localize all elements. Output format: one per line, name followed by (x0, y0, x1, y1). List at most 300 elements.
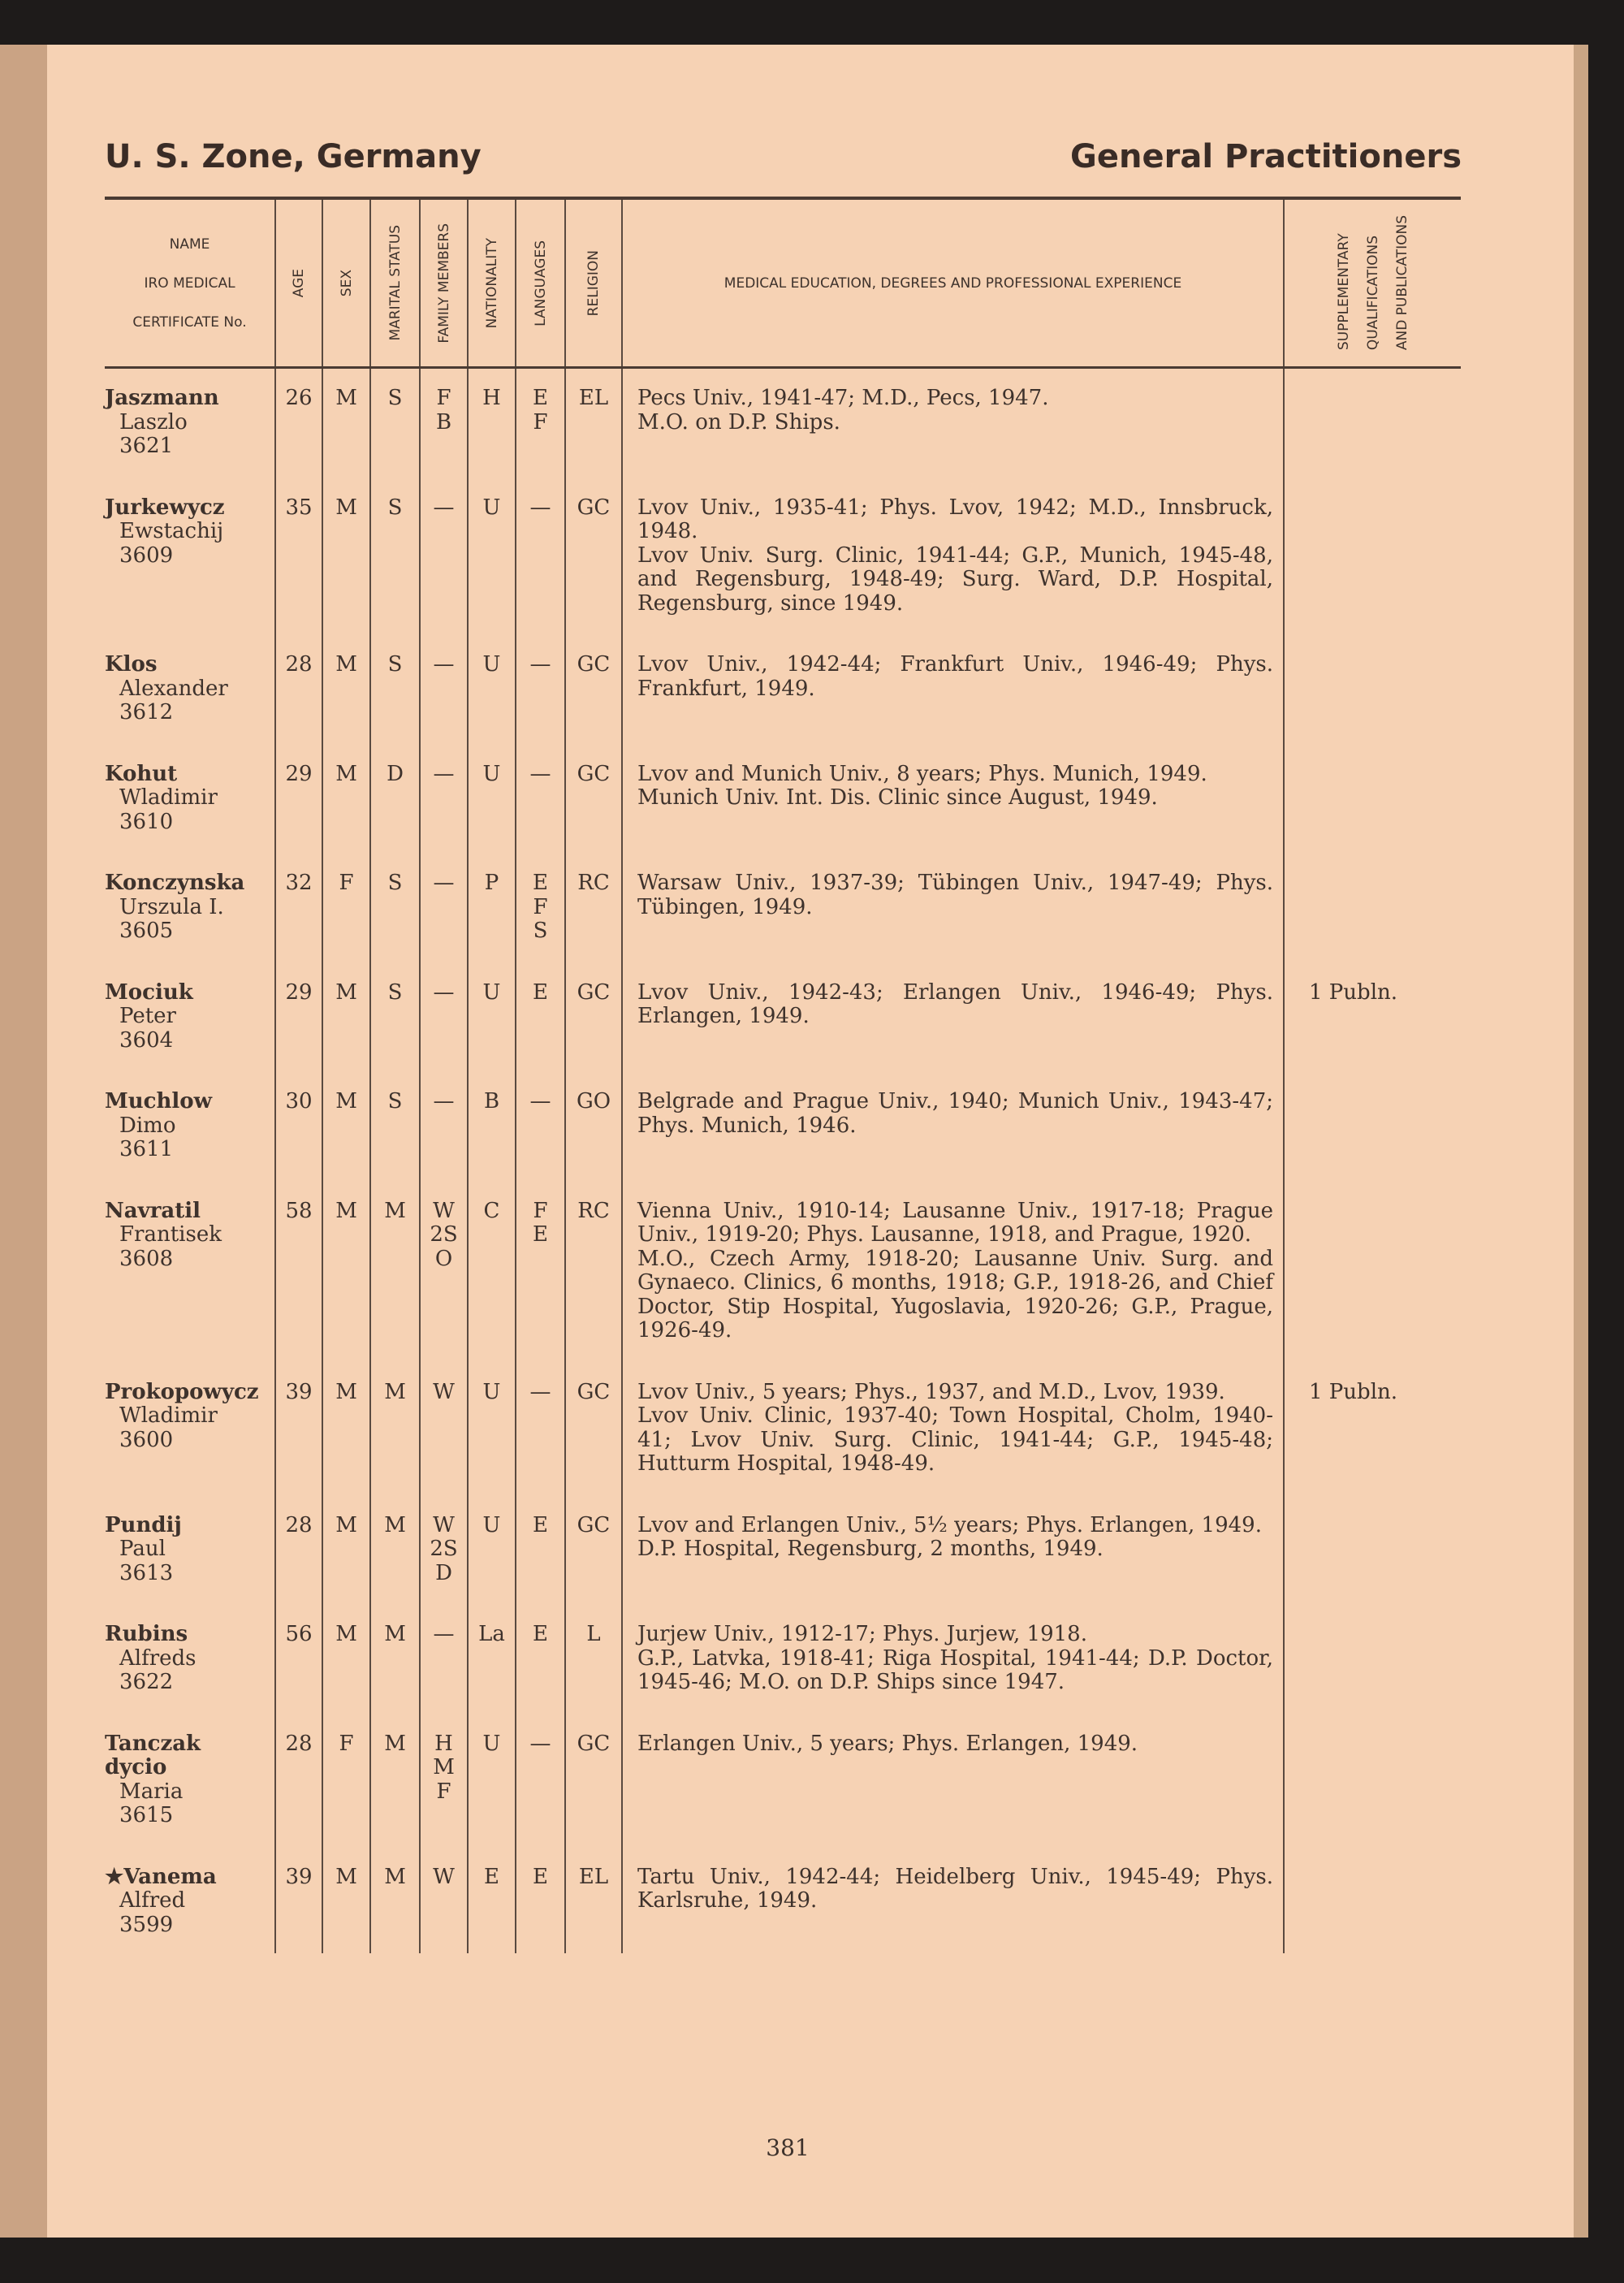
name-cell (105, 1366, 276, 1499)
sex-value: M (335, 1622, 357, 1646)
languages-value: E (533, 979, 548, 1005)
age-cell (276, 1718, 323, 1851)
religion-cell (566, 1366, 623, 1499)
education-cell (623, 966, 1285, 1076)
age-value: 56 (285, 1622, 313, 1646)
languages-value: F E (533, 1198, 548, 1247)
certificate-number: 3605 (119, 919, 174, 943)
surname: Prokopowycz (105, 1379, 259, 1404)
marital-cell (371, 1718, 421, 1851)
languages-cell (516, 638, 566, 748)
sex-value: M (335, 1864, 357, 1889)
sex-value: M (335, 495, 357, 520)
sex-value: F (339, 1731, 354, 1756)
col-age-label: AGE (291, 268, 307, 298)
nationality-value: H (482, 386, 501, 410)
education-entry: M.O. on D.P. Ships. (637, 409, 840, 435)
languages-cell (516, 1499, 566, 1609)
languages-cell (516, 1608, 566, 1718)
family-value: F B (435, 386, 452, 435)
languages-value: — (529, 1089, 551, 1113)
family-value: — (433, 652, 455, 677)
nationality-cell (469, 482, 516, 639)
given-name: Alexander (119, 676, 228, 701)
education-entry: Lvov and Munich Univ., 8 years; Phys. Munich, 1949. (637, 761, 1207, 786)
nationality-value: U (482, 979, 501, 1005)
family-cell (421, 1851, 469, 1954)
family-cell (421, 482, 469, 639)
col-marital-label: MARITAL STATUS (387, 225, 404, 341)
languages-value: — (529, 1731, 551, 1756)
nationality-value: B (483, 1089, 500, 1113)
sex-cell (323, 1185, 371, 1366)
sex-value: M (335, 979, 357, 1005)
education-entry: Warsaw Univ., 1937-39; Tübingen Univ., 1947-49; Phys. Tübingen, 1949. (637, 871, 1273, 919)
name-cell (105, 1608, 276, 1718)
age-cell (276, 1851, 323, 1954)
supp-line: AND PUBLICATIONS (1393, 215, 1410, 351)
col-family (421, 200, 469, 366)
sex-value: M (335, 1089, 357, 1113)
religion-value: GC (577, 979, 611, 1005)
marital-cell (371, 1075, 421, 1185)
family-cell (421, 638, 469, 748)
nationality-cell (469, 748, 516, 858)
languages-cell (516, 1851, 566, 1954)
sex-value: M (335, 652, 357, 677)
education-cell (623, 482, 1285, 639)
marital-value: S (387, 871, 403, 895)
given-name: Wladimir (119, 1403, 218, 1428)
age-cell (276, 1499, 323, 1609)
age-value: 29 (285, 761, 313, 786)
religion-value: GO (576, 1089, 611, 1113)
nationality-cell (469, 966, 516, 1076)
supp-line: SUPPLEMENTARY (1335, 233, 1352, 351)
age-cell (276, 1366, 323, 1499)
marital-cell (371, 966, 421, 1076)
given-name: Frantisek (119, 1222, 222, 1247)
education-cell (623, 1366, 1285, 1499)
religion-cell (566, 638, 623, 748)
education-entry: Tartu Univ., 1942-44; Heidelberg Univ., 1945-49; Phys. Karlsruhe, 1949. (637, 1864, 1273, 1913)
religion-value: GC (577, 1379, 611, 1404)
age-value: 30 (285, 1089, 313, 1113)
supplementary-value: 1 Publn. (1309, 1379, 1398, 1404)
table-body (105, 369, 1461, 1953)
languages-cell (516, 857, 566, 966)
name-cell (105, 369, 276, 482)
age-value: 29 (285, 979, 313, 1005)
age-value: 28 (285, 1512, 313, 1537)
marital-value: M (384, 1379, 406, 1404)
age-value: 35 (285, 495, 313, 520)
languages-value: — (529, 652, 551, 677)
education-entry: D.P. Hospital, Regensburg, 2 months, 1949. (637, 1537, 1104, 1561)
col-religion (566, 200, 623, 366)
marital-value: D (387, 761, 404, 786)
sex-cell (323, 369, 371, 482)
religion-cell (566, 1499, 623, 1609)
languages-cell (516, 369, 566, 482)
religion-cell (566, 1075, 623, 1185)
languages-cell (516, 482, 566, 639)
religion-cell (566, 1608, 623, 1718)
education-entry: Lvov Univ., 5 years; Phys., 1937, and M.D., Lvov, 1939. (637, 1379, 1225, 1404)
languages-value: — (529, 1379, 551, 1404)
marital-cell (371, 638, 421, 748)
surname: Mociuk (105, 979, 193, 1005)
age-cell (276, 638, 323, 748)
surname: Konczynska (105, 871, 245, 895)
family-value: W 2S O (430, 1198, 458, 1271)
age-cell (276, 1608, 323, 1718)
name-cell (105, 1499, 276, 1609)
name-cell (105, 966, 276, 1076)
family-cell (421, 1185, 469, 1366)
family-value: — (433, 1622, 455, 1646)
education-entry: Munich Univ. Int. Dis. Clinic since August, 1949. (637, 785, 1158, 810)
marital-cell (371, 1366, 421, 1499)
languages-value: — (529, 495, 551, 520)
sex-cell (323, 1366, 371, 1499)
religion-value: RC (577, 871, 610, 895)
col-nationality (469, 200, 516, 366)
marital-value: S (387, 495, 403, 520)
marital-value: M (384, 1864, 406, 1889)
surname: Kohut (105, 761, 178, 786)
age-value: 58 (285, 1198, 313, 1223)
education-entry: Pecs Univ., 1941-47; M.D., Pecs, 1947. (637, 386, 1049, 410)
education-entry: Vienna Univ., 1910-14; Lausanne Univ., 1917-18; Prague Univ., 1919-20; Phys. Lausanne, 1918, and Prague, 1920. (637, 1198, 1273, 1247)
marital-value: S (387, 386, 403, 410)
education-entry: M.O., Czech Army, 1918-20; Lausanne Univ. Surg. and Gynaeco. Clinics, 6 months, 1918; G.P., 1918-26, and Chief Doctor, Stip Hospital, Yugoslavia, 1920-26; G.P., Prague, 1926-49. (637, 1246, 1273, 1343)
supplementary-cell (1285, 1499, 1461, 1609)
sex-value: M (335, 761, 357, 786)
marital-cell (371, 1608, 421, 1718)
nationality-cell (469, 1851, 516, 1954)
certificate-number: 3621 (119, 434, 174, 458)
nationality-value: U (482, 495, 501, 520)
supplementary-cell (1285, 1851, 1461, 1954)
certificate-number: 3615 (119, 1803, 174, 1827)
nationality-cell (469, 1499, 516, 1609)
surname: Muchlow (105, 1089, 213, 1113)
age-value: 32 (285, 871, 313, 895)
certificate-number: 3608 (119, 1246, 174, 1271)
religion-cell (566, 748, 623, 858)
supplementary-cell (1285, 1718, 1461, 1851)
certificate-number: 3611 (119, 1137, 174, 1161)
supplementary-cell (1285, 1075, 1461, 1185)
certificate-number: 3599 (119, 1912, 174, 1937)
marital-cell (371, 748, 421, 858)
col-supplementary-label (1329, 215, 1417, 350)
education-entry: Lvov Univ. Surg. Clinic, 1941-44; G.P., Munich, 1945-48, and Regensburg, 1948-49; Surg. Ward, D.P. Hospital, Regensburg, since 1949. (637, 543, 1273, 616)
age-cell (276, 966, 323, 1076)
given-name: Ewstachij (119, 519, 224, 543)
supplementary-cell (1285, 748, 1461, 858)
col-languages (516, 200, 566, 366)
religion-value: RC (577, 1198, 610, 1223)
age-value: 39 (285, 1864, 313, 1889)
given-name: Dimo (119, 1113, 176, 1138)
col-sex-label: SEX (338, 269, 355, 297)
religion-value: EL (578, 1864, 609, 1889)
nationality-value: C (483, 1198, 500, 1223)
age-cell (276, 857, 323, 966)
education-entry: Lvov Univ., 1942-43; Erlangen Univ., 1946-49; Phys. Erlangen, 1949. (637, 979, 1273, 1028)
col-name-line: IRO MEDICAL (144, 275, 235, 292)
supplementary-cell (1285, 1185, 1461, 1366)
sex-value: M (335, 1198, 357, 1223)
sex-cell (323, 1718, 371, 1851)
practitioners-table (105, 197, 1461, 1953)
sex-cell (323, 1851, 371, 1954)
marital-value: S (387, 1089, 403, 1113)
education-cell (623, 1075, 1285, 1185)
family-value: W (433, 1864, 455, 1889)
supplementary-cell (1285, 857, 1461, 966)
surname: Pundij (105, 1512, 182, 1537)
age-cell (276, 482, 323, 639)
languages-cell (516, 966, 566, 1076)
col-family-label: FAMILY MEMBERS (435, 223, 452, 344)
name-cell (105, 638, 276, 748)
religion-cell (566, 1851, 623, 1954)
sex-cell (323, 857, 371, 966)
education-cell (623, 1499, 1285, 1609)
languages-value: E (533, 1864, 548, 1889)
marital-cell (371, 369, 421, 482)
family-value: W (433, 1379, 455, 1404)
nationality-cell (469, 1718, 516, 1851)
col-education-label: MEDICAL EDUCATION, DEGREES AND PROFESSIONAL EXPERIENCE (723, 275, 1182, 292)
nationality-value: P (484, 871, 499, 895)
education-entry: Lvov Univ. Clinic, 1937-40; Town Hospital, Cholm, 1940-41; Lvov Univ. Surg. Clinic, 1941-44; G.P., 1945-48; Hutturm Hospital, 1948-49. (637, 1403, 1273, 1476)
name-cell (105, 482, 276, 639)
languages-cell (516, 1366, 566, 1499)
age-value: 28 (285, 652, 313, 677)
age-cell (276, 748, 323, 858)
certificate-number: 3613 (119, 1560, 174, 1585)
sex-value: M (335, 1379, 357, 1404)
supplementary-value: 1 Publn. (1309, 979, 1398, 1005)
surname: Tanczak dycio (105, 1731, 201, 1779)
family-cell (421, 1366, 469, 1499)
sex-cell (323, 966, 371, 1076)
languages-value: E (533, 1622, 548, 1646)
nationality-value: U (482, 761, 501, 786)
family-value: — (433, 761, 455, 786)
certificate-number: 3609 (119, 543, 174, 568)
languages-value: — (529, 761, 551, 786)
sex-cell (323, 748, 371, 858)
nationality-cell (469, 857, 516, 966)
religion-cell (566, 482, 623, 639)
name-cell (105, 1075, 276, 1185)
given-name: Urszula I. (119, 894, 224, 919)
marital-value: M (384, 1512, 406, 1537)
given-name: Wladimir (119, 785, 218, 810)
given-name: Alfred (119, 1888, 186, 1913)
surname: Jurkewycz (105, 495, 225, 520)
education-cell (623, 369, 1285, 482)
book-edge (0, 45, 47, 2238)
supplementary-cell (1285, 1608, 1461, 1718)
age-cell (276, 369, 323, 482)
given-name: Paul (119, 1537, 166, 1561)
languages-value: E F S (533, 871, 548, 943)
education-cell (623, 1608, 1285, 1718)
education-entry: Lvov Univ., 1942-44; Frankfurt Univ., 1946-49; Phys. Frankfurt, 1949. (637, 652, 1273, 701)
religion-cell (566, 1185, 623, 1366)
education-cell (623, 748, 1285, 858)
age-value: 39 (285, 1379, 313, 1404)
marital-value: M (384, 1198, 406, 1223)
given-name: Alfreds (119, 1645, 197, 1671)
religion-cell (566, 1718, 623, 1851)
supplementary-cell (1285, 482, 1461, 639)
education-entry: G.P., Latvka, 1918-41; Riga Hospital, 1941-44; D.P. Doctor, 1945-46; M.O. on D.P. Ships since 1947. (637, 1645, 1273, 1694)
sex-value: M (335, 1512, 357, 1537)
col-age (276, 200, 323, 366)
religion-value: GC (577, 1512, 611, 1537)
marital-value: S (387, 652, 403, 677)
education-cell (623, 1185, 1285, 1366)
family-cell (421, 369, 469, 482)
religion-cell (566, 857, 623, 966)
col-nationality-label: NATIONALITY (483, 237, 500, 329)
family-value: W 2S D (430, 1512, 458, 1585)
supp-line: QUALIFICATIONS (1364, 236, 1381, 351)
education-entry: Jurjew Univ., 1912-17; Phys. Jurjew, 1918. (637, 1622, 1087, 1646)
marital-cell (371, 1499, 421, 1609)
family-cell (421, 1075, 469, 1185)
nationality-value: E (484, 1864, 499, 1889)
marital-value: M (384, 1731, 406, 1756)
age-value: 28 (285, 1731, 313, 1756)
given-name: Laszlo (119, 409, 188, 435)
supplementary-cell (1285, 369, 1461, 482)
age-cell (276, 1185, 323, 1366)
family-cell (421, 1499, 469, 1609)
religion-value: GC (577, 761, 611, 786)
running-header-left: U. S. Zone, Germany (105, 138, 482, 175)
surname: Jaszmann (105, 386, 219, 410)
marital-value: S (387, 979, 403, 1005)
nationality-cell (469, 1608, 516, 1718)
given-name: Peter (119, 1004, 176, 1028)
languages-value: E (533, 1512, 548, 1537)
col-religion-label: RELIGION (585, 249, 602, 317)
supplementary-cell (1285, 966, 1461, 1076)
nationality-value: U (482, 1379, 501, 1404)
page-number: 381 (766, 2134, 810, 2161)
languages-value: E F (533, 386, 548, 435)
education-entry: Lvov and Erlangen Univ., 5½ years; Phys. Erlangen, 1949. (637, 1512, 1262, 1537)
languages-cell (516, 748, 566, 858)
education-entry: Belgrade and Prague Univ., 1940; Munich Univ., 1943-47; Phys. Munich, 1946. (637, 1089, 1273, 1138)
nationality-value: U (482, 1512, 501, 1537)
name-cell (105, 857, 276, 966)
family-value: — (433, 979, 455, 1005)
surname: Rubins (105, 1622, 188, 1646)
name-cell (105, 1851, 276, 1954)
education-entry: Erlangen Univ., 5 years; Phys. Erlangen, 1949. (637, 1731, 1138, 1756)
supplementary-cell (1285, 1366, 1461, 1499)
family-value: H M F (433, 1731, 455, 1804)
col-education (623, 200, 1285, 366)
education-cell (623, 1851, 1285, 1954)
languages-cell (516, 1718, 566, 1851)
age-cell (276, 1075, 323, 1185)
sex-cell (323, 1075, 371, 1185)
family-cell (421, 1718, 469, 1851)
religion-cell (566, 966, 623, 1076)
marital-cell (371, 1185, 421, 1366)
family-cell (421, 748, 469, 858)
family-value: — (433, 871, 455, 895)
family-value: — (433, 495, 455, 520)
religion-value: GC (577, 495, 611, 520)
sex-value: F (339, 871, 354, 895)
sex-cell (323, 482, 371, 639)
certificate-number: 3604 (119, 1027, 174, 1053)
family-cell (421, 1608, 469, 1718)
sex-cell (323, 1608, 371, 1718)
name-cell (105, 748, 276, 858)
religion-value: GC (577, 1731, 611, 1756)
certificate-number: 3622 (119, 1670, 174, 1694)
table-header (105, 197, 1461, 369)
nationality-cell (469, 1185, 516, 1366)
family-cell (421, 966, 469, 1076)
col-languages-label: LANGUAGES (532, 240, 549, 326)
name-cell (105, 1185, 276, 1366)
given-name: Maria (119, 1779, 184, 1804)
nationality-value: U (482, 1731, 501, 1756)
sex-value: M (335, 386, 357, 410)
col-supplementary (1285, 200, 1461, 366)
languages-cell (516, 1185, 566, 1366)
religion-value: L (586, 1622, 601, 1646)
age-value: 26 (285, 386, 313, 410)
sex-cell (323, 638, 371, 748)
nationality-cell (469, 369, 516, 482)
marital-cell (371, 1851, 421, 1954)
religion-value: GC (577, 652, 611, 677)
education-cell (623, 857, 1285, 966)
col-name (105, 200, 276, 366)
languages-cell (516, 1075, 566, 1185)
education-cell (623, 1718, 1285, 1851)
surname: ★Vanema (105, 1864, 217, 1889)
running-header-right: General Practitioners (1070, 138, 1462, 175)
surname: Klos (105, 652, 158, 677)
nationality-value: U (482, 652, 501, 677)
nationality-cell (469, 1366, 516, 1499)
nationality-value: La (478, 1622, 505, 1646)
religion-cell (566, 369, 623, 482)
certificate-number: 3612 (119, 700, 174, 724)
religion-value: EL (578, 386, 609, 410)
education-cell (623, 638, 1285, 748)
family-value: — (433, 1089, 455, 1113)
col-name-line: CERTIFICATE No. (132, 313, 247, 331)
education-entry: Lvov Univ., 1935-41; Phys. Lvov, 1942; M.D., Innsbruck, 1948. (637, 495, 1273, 543)
sex-cell (323, 1499, 371, 1609)
